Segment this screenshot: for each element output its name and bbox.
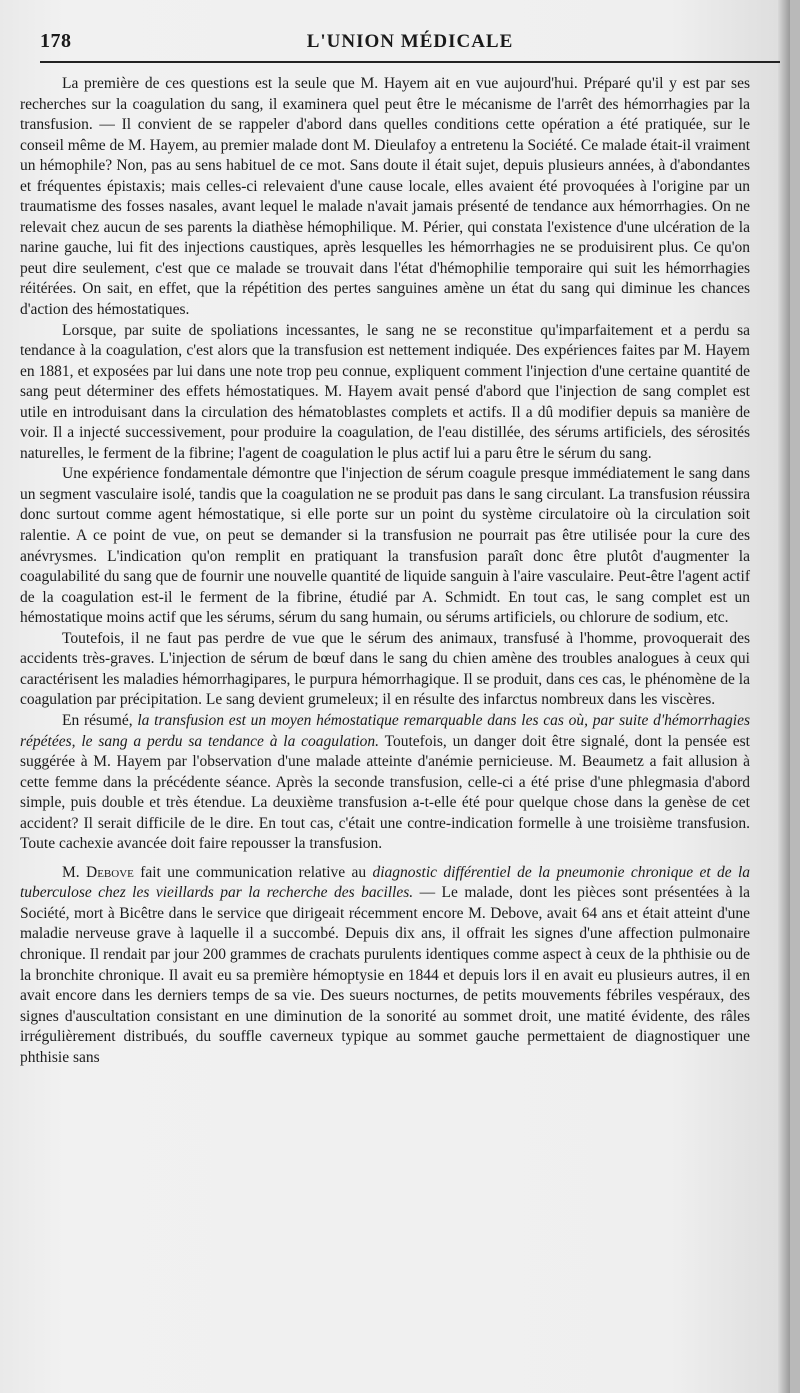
page-edge-shadow <box>778 0 790 1393</box>
paragraph-2: Lorsque, par suite de spoliations incessantes, le sang ne se reconstitue qu'imparfaitement et a perdu sa tendance à la coagulation, c'est alors que la transfusion est nettement indiquée. Des expériences faites par M. Hayem en 1881, et exposées par lui dans une note trop peu connue, expliquent comment l'injection d'une certaine quantité de sang peut déterminer des effets hémostatiques. M. Hayem avait pensé d'abord que l'injection de sang complet est utile en introduisant dans la circulation des hématoblastes complets et actifs. Il a dû modifier depuis sa manière de voir. Il a injecté successivement, pour produire la coagulation, de l'eau distillée, des sérums artificiels, des sérosités naturelles, le ferment de la fibrine; l'agent de coagulation le plus actif lui a paru être le sérum du sang. <box>20 321 750 462</box>
p5-italic-summary: la transfusion est un moyen hémostatique remarquable dans les cas où, par suite d'hémorrhagies répétées, le sang a perdu sa tendance à la coagulation. <box>20 711 750 750</box>
paragraph-3: Une expérience fondamentale démontre que l'injection de sérum coagule presque immédiatement le sang dans un segment vasculaire isolé, tandis que la coagulation ne se produit pas dans le sang circulant. La transfusion réussira donc surtout comme agent hémostatique, si elle porte sur un point du système circulatoire où la circulation soit ralentie. A ce point de vue, on peut se demander si la transfusion ne pourrait pas être utilisée pour la cure des anévrysmes. L'indication qu'on remplit en pratiquant la transfusion paraît donc être plutôt d'augmenter la coagulabilité du sang que de fournir une nouvelle quantité de liquide sanguin à l'aire vasculaire. Peut-être l'agent actif de la coagulation est-il le ferment de la fibrine, étudié par A. Schmidt. En tout cas, le sang complet est un hémostatique moins actif que les sérums, sérum du sang humain, ou sérums artificiels, ou chlorure de sodium, etc. <box>20 465 750 627</box>
p6-italic-title: diagnostic différentiel de la pneumonie chronique et de la tuberculose chez les vieillards par la recherche des bacilles. <box>20 863 751 902</box>
paragraph-1: La première de ces questions est la seule que M. Hayem ait en vue aujourd'hui. Préparé qu'il y est par ses recherches sur la coagulation du sang, il examinera quel peut être le mécanisme de l'arrêt des hémorrhagies par la transfusion. — Il convient de se rappeler d'abord dans quelles conditions cette opération a été pratiquée, sur le conseil même de M. Hayem, au premier malade dont M. Dieulafoy a entretenu la Société. Ce malade était-il vraiment un hémophile? Non, pas au sens habituel de ce mot. Sans doute il était sujet, depuis plusieurs années, à d'abondantes et fréquentes épistaxis; mais celles-ci relevaient d'une cause locale, elles avaient été provoquées à l'origine par un traumatisme des fosses nasales, avant lequel le malade n'avait jamais présenté de tendance aux hémorrhagies. On ne relevait chez aucun de ses parents la diathèse hémophilique. M. Périer, qui constata l'existence d'une ulcération de la narine gauche, lui fit des injections caustiques, après lesquelles les hémorrhagies ne se produisirent plus. Ce qu'on peut dire seulement, c'est que ce malade se trouvait dans l'état d'hémophilie temporaire qui suit les hémorrhagies réitérées. On sait, en effet, que la répétition des pertes sanguines amène un état du sang qui diminue les chances d'action des hémostatiques. <box>20 75 750 319</box>
header-rule <box>40 61 780 63</box>
paragraph-4: Toutefois, il ne faut pas perdre de vue que le sérum des animaux, transfusé à l'homme, provoquerait des accidents très-graves. L'injection de sérum de bœuf dans le sang du chien amène des troubles analogues à ceux qui caractérisent les maladies hémorrhagipares, le purpura hémorrhagique. Il se produit, dans ces cas, le phénomène de la coagulation par précipitation. Le sang devient grumeleux; il en résulte des infarctus nombreux dans les viscères. <box>20 629 750 709</box>
page-number: 178 <box>40 30 72 52</box>
p6-rest: — Le malade, dont les pièces sont présentées à la Société, mort à Bicêtre dans le service que dirigeait récemment encore M. Debove, avait 64 ans et était atteint d'une maladie nerveuse grave à laquelle il a succombé. Depuis dix ans, il offrait les signes d'une affection pulmonaire chronique. Il rendait par jour 200 grammes de crachats purulents identiques comme aspect à ceux de la phthisie ou de la bronchite chronique. Il avait eu sa première hémoptysie en 1844 et depuis lors il en avait eu plusieurs autres, il en avait encore dans les derniers temps de sa vie. Des sueurs nocturnes, de petits mouvements fébriles vespéraux, des signes d'auscultation consistant en une diminution de la sonorité au sommet droit, une matité évidente, des râles irrégulièrement distribués, du souffle caverneux typique au sommet gauche permettaient de diagnostiquer une phthisie sans <box>20 884 751 1066</box>
paragraph-5 <box>20 711 750 855</box>
paragraph-6 <box>20 863 750 1068</box>
running-head: L'UNION MÉDICALE <box>306 31 514 52</box>
p5-rest: Toutefois, un danger doit être signalé, dont la pensée est suggérée à M. Hayem par l'observation d'une malade atteinte d'anémie pernicieuse. M. Beaumetz a fait allusion à cette femme dans la précédente séance. Après la seconde transfusion, celle-ci a été prise d'une phlegmasia d'abord simple, puis double et très étendue. La deuxième transfusion a-t-elle été pour quelque chose dans la genèse de cet accident? Il serait difficile de le dire. En tout cas, c'était une contre-indication formelle à une troisième transfusion. Toute cachexie avancée doit faire repousser la transfusion. <box>20 732 750 853</box>
p6-speaker-name: M. Debove <box>62 863 134 881</box>
body-text <box>20 74 750 1068</box>
p6-lead: fait une communication relative au <box>140 863 367 881</box>
page-header <box>40 30 780 60</box>
p5-lead: En résumé, <box>62 711 133 729</box>
